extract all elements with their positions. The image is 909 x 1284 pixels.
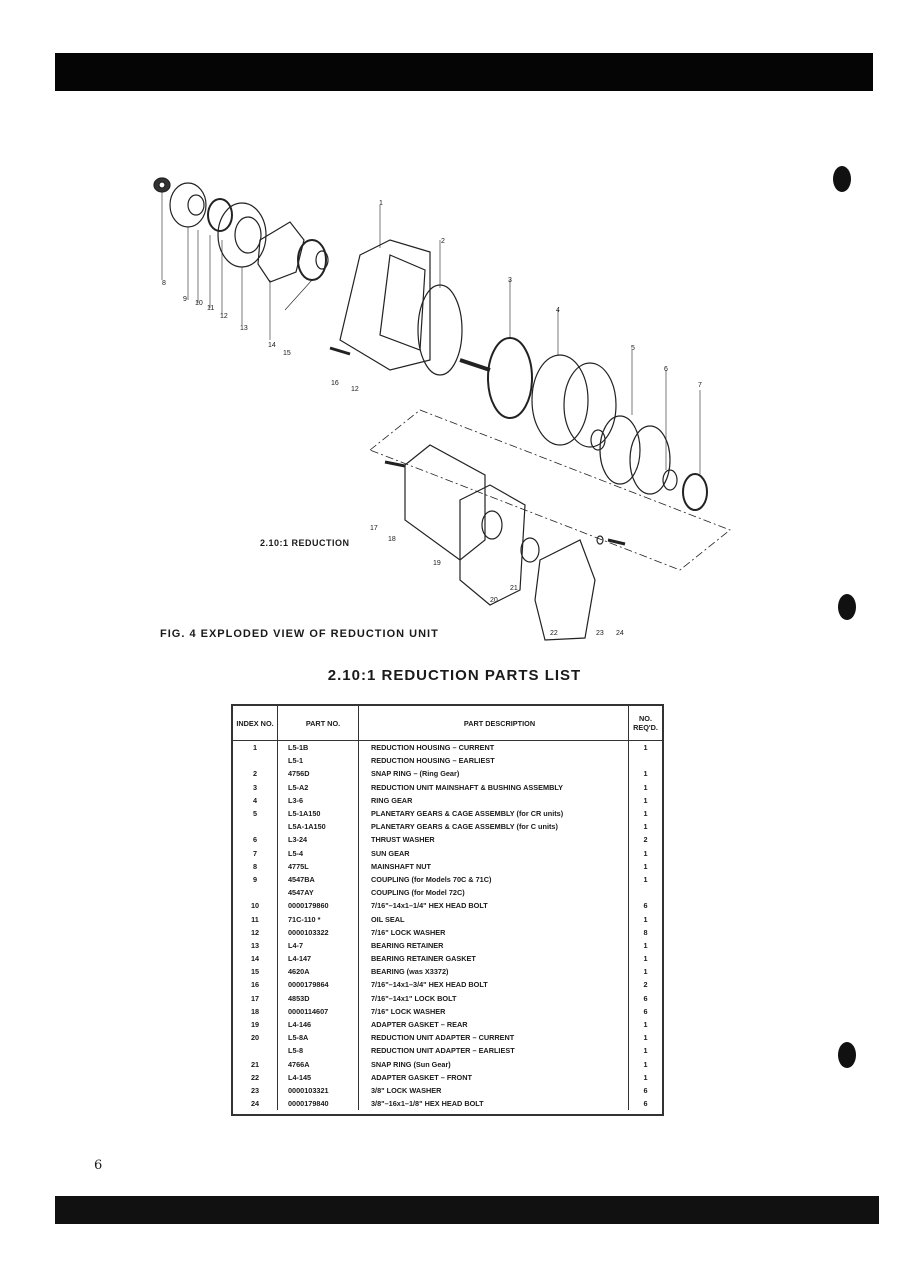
callout: 7 [698, 382, 702, 389]
qty-cell [629, 886, 663, 899]
callout: 5 [631, 345, 635, 352]
qty-cell: 1 [643, 914, 648, 924]
index-cell: 7 [233, 847, 278, 860]
index-cell: 24 [233, 1097, 278, 1110]
part-no-cell: L5-8A [278, 1031, 359, 1044]
description-cell: PLANETARY GEARS & CAGE ASSEMBLY (for C units) [359, 820, 629, 833]
qty-cell: 1 [643, 822, 648, 832]
index-cell: 3 [233, 781, 278, 794]
part-no-cell: 4756D [278, 767, 359, 780]
qty-cell: 1 [643, 967, 648, 977]
part-no-cell: 0000179860 [278, 899, 359, 912]
table-row [233, 926, 662, 939]
callout: 4 [556, 307, 560, 314]
qty-cell: 6 [643, 1006, 648, 1016]
qty-cell: 1 [643, 769, 648, 779]
qty-cell [629, 754, 663, 767]
index-cell: 1 [233, 741, 278, 755]
description-cell: BEARING (was X3372) [359, 965, 629, 978]
table-row [233, 1084, 662, 1097]
table-row [233, 794, 662, 807]
callout: 9 [183, 296, 187, 303]
qty-cell: 2 [643, 835, 648, 845]
description-cell: ADAPTER GASKET – REAR [359, 1018, 629, 1031]
table-row [233, 899, 662, 912]
description-cell: 3/8" LOCK WASHER [359, 1084, 629, 1097]
qty-cell: 1 [643, 1072, 648, 1082]
scan-border-bottom [55, 1196, 879, 1224]
description-cell: MAINSHAFT NUT [359, 860, 629, 873]
index-cell [233, 886, 278, 899]
qty-cell: 1 [643, 1020, 648, 1030]
callout: 11 [207, 305, 215, 312]
index-cell: 9 [233, 873, 278, 886]
callout: 22 [550, 630, 558, 637]
table-row [233, 1031, 662, 1044]
table-row [233, 754, 662, 767]
callout: 17 [370, 525, 378, 532]
header-qty: NO. REQ'D. [629, 706, 663, 741]
part-no-cell: L5A-1A150 [278, 820, 359, 833]
part-no-cell: L5-A2 [278, 781, 359, 794]
figure-caption: FIG. 4 EXPLODED VIEW OF REDUCTION UNIT [160, 628, 439, 640]
qty-cell: 6 [643, 993, 648, 1003]
description-cell: THRUST WASHER [359, 833, 629, 846]
index-cell: 15 [233, 965, 278, 978]
part-no-cell: 0000103321 [278, 1084, 359, 1097]
part-no-cell: 0000103322 [278, 926, 359, 939]
parts-list-table [231, 704, 664, 1116]
index-cell [233, 820, 278, 833]
part-no-cell: 4620A [278, 965, 359, 978]
description-cell: OIL SEAL [359, 912, 629, 925]
qty-cell: 1 [643, 940, 648, 950]
part-no-cell: L3-24 [278, 833, 359, 846]
callout: 16 [331, 380, 339, 387]
qty-cell: 6 [643, 901, 648, 911]
qty-cell: 1 [643, 743, 648, 753]
description-cell: 7/16" LOCK WASHER [359, 926, 629, 939]
part-no-cell: 4853D [278, 992, 359, 1005]
index-cell: 16 [233, 978, 278, 991]
description-cell: SNAP RING (Sun Gear) [359, 1058, 629, 1071]
part-no-cell: L4-147 [278, 952, 359, 965]
index-cell: 8 [233, 860, 278, 873]
binder-hole [838, 1042, 856, 1068]
part-no-cell: 4547BA [278, 873, 359, 886]
description-cell: BEARING RETAINER GASKET [359, 952, 629, 965]
part-no-cell: L5-1A150 [278, 807, 359, 820]
description-cell: PLANETARY GEARS & CAGE ASSEMBLY (for CR units) [359, 807, 629, 820]
index-cell: 17 [233, 992, 278, 1005]
table-row [233, 807, 662, 820]
callout: 15 [283, 350, 291, 357]
description-cell: SNAP RING – (Ring Gear) [359, 767, 629, 780]
index-cell: 14 [233, 952, 278, 965]
table-row [233, 767, 662, 780]
index-cell [233, 754, 278, 767]
table-row [233, 952, 662, 965]
qty-cell: 2 [643, 980, 648, 990]
callout: 10 [195, 300, 203, 307]
qty-cell: 1 [643, 861, 648, 871]
callout: 19 [433, 560, 441, 567]
table-row [233, 860, 662, 873]
part-no-cell: 0000179840 [278, 1097, 359, 1110]
description-cell: REDUCTION HOUSING – CURRENT [359, 741, 629, 755]
part-no-cell: 4775L [278, 860, 359, 873]
index-cell: 12 [233, 926, 278, 939]
description-cell: COUPLING (for Models 70C & 71C) [359, 873, 629, 886]
parts-list-title: 2.10:1 REDUCTION PARTS LIST [327, 667, 582, 684]
callout: 18 [388, 536, 396, 543]
table-header [233, 706, 662, 741]
callout: 21 [510, 585, 518, 592]
index-cell [233, 1044, 278, 1057]
callout: 8 [162, 280, 166, 287]
table-row [233, 1005, 662, 1018]
description-cell: REDUCTION HOUSING – EARLIEST [359, 754, 629, 767]
index-cell: 21 [233, 1058, 278, 1071]
qty-cell: 1 [643, 954, 648, 964]
index-cell: 11 [233, 912, 278, 925]
index-cell: 18 [233, 1005, 278, 1018]
callout: 12 [220, 313, 228, 320]
index-cell: 6 [233, 833, 278, 846]
qty-cell: 1 [643, 1046, 648, 1056]
description-cell: REDUCTION UNIT ADAPTER – EARLIEST [359, 1044, 629, 1057]
index-cell: 5 [233, 807, 278, 820]
description-cell: ADAPTER GASKET – FRONT [359, 1071, 629, 1084]
part-no-cell: 4766A [278, 1058, 359, 1071]
index-cell: 10 [233, 899, 278, 912]
subassembly-label: 2.10:1 REDUCTION [260, 538, 350, 548]
header-description: PART DESCRIPTION [359, 706, 629, 741]
qty-cell: 1 [643, 874, 648, 884]
qty-cell: 8 [643, 927, 648, 937]
header-index: INDEX NO. [233, 706, 278, 741]
table-row [233, 992, 662, 1005]
callout: 12 [351, 386, 359, 393]
description-cell: COUPLING (for Model 72C) [359, 886, 629, 899]
part-no-cell: 0000114607 [278, 1005, 359, 1018]
index-cell: 19 [233, 1018, 278, 1031]
part-no-cell: L4-7 [278, 939, 359, 952]
exploded-view-diagram [140, 160, 770, 660]
description-cell: 7/16"–14x1" LOCK BOLT [359, 992, 629, 1005]
qty-cell: 6 [643, 1085, 648, 1095]
index-cell: 22 [233, 1071, 278, 1084]
table-row [233, 1097, 662, 1110]
table-row [233, 847, 662, 860]
header-part-no: PART NO. [278, 706, 359, 741]
binder-hole [838, 594, 856, 620]
table-row [233, 886, 662, 899]
index-cell: 20 [233, 1031, 278, 1044]
table-row [233, 965, 662, 978]
index-cell: 13 [233, 939, 278, 952]
qty-cell: 1 [643, 848, 648, 858]
part-no-cell: L4-145 [278, 1071, 359, 1084]
table-row [233, 741, 662, 755]
description-cell: 7/16"–14x1–3/4" HEX HEAD BOLT [359, 978, 629, 991]
part-no-cell: L5-1B [278, 741, 359, 755]
qty-cell: 1 [643, 795, 648, 805]
qty-cell: 1 [643, 1033, 648, 1043]
callout: 24 [616, 630, 624, 637]
table-row [233, 1018, 662, 1031]
qty-cell: 1 [643, 782, 648, 792]
table-row [233, 833, 662, 846]
part-no-cell: 71C-110 * [278, 912, 359, 925]
callout: 14 [268, 342, 276, 349]
table-row [233, 912, 662, 925]
table-row [233, 978, 662, 991]
callout: 3 [508, 277, 512, 284]
callout: 2 [441, 238, 445, 245]
description-cell: 3/8"–16x1–1/8" HEX HEAD BOLT [359, 1097, 629, 1110]
part-no-cell: L3-6 [278, 794, 359, 807]
callout: 23 [596, 630, 604, 637]
qty-cell: 1 [643, 809, 648, 819]
index-cell: 4 [233, 794, 278, 807]
part-no-cell: L5-4 [278, 847, 359, 860]
callout: 1 [379, 200, 383, 207]
table-row [233, 820, 662, 833]
qty-cell: 1 [643, 1059, 648, 1069]
description-cell: REDUCTION UNIT ADAPTER – CURRENT [359, 1031, 629, 1044]
table-row [233, 1058, 662, 1071]
table-row [233, 939, 662, 952]
description-cell: BEARING RETAINER [359, 939, 629, 952]
callout: 13 [240, 325, 248, 332]
qty-cell: 6 [643, 1099, 648, 1109]
table-row [233, 1071, 662, 1084]
part-no-cell: 4547AY [278, 886, 359, 899]
description-cell: RING GEAR [359, 794, 629, 807]
scan-border-top [55, 53, 873, 91]
index-cell: 2 [233, 767, 278, 780]
part-no-cell: 0000179864 [278, 978, 359, 991]
part-no-cell: L5-8 [278, 1044, 359, 1057]
binder-hole [833, 166, 851, 192]
description-cell: 7/16" LOCK WASHER [359, 1005, 629, 1018]
description-cell: SUN GEAR [359, 847, 629, 860]
description-cell: 7/16"–14x1–1/4" HEX HEAD BOLT [359, 899, 629, 912]
table-row [233, 1044, 662, 1057]
part-no-cell: L4-146 [278, 1018, 359, 1031]
callout: 6 [664, 366, 668, 373]
description-cell: REDUCTION UNIT MAINSHAFT & BUSHING ASSEMBLY [359, 781, 629, 794]
callout: 20 [490, 597, 498, 604]
table-row [233, 873, 662, 886]
table-row [233, 781, 662, 794]
part-no-cell: L5-1 [278, 754, 359, 767]
index-cell: 23 [233, 1084, 278, 1097]
page-number: 6 [94, 1158, 103, 1173]
